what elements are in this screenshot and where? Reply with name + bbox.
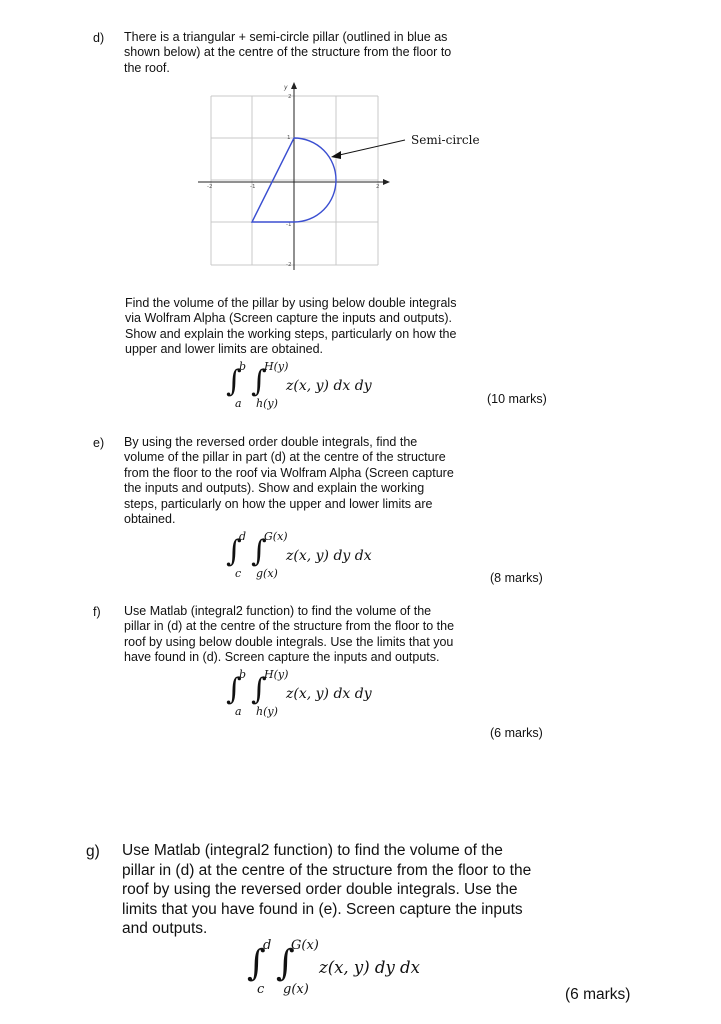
text-line: steps, particularly on how the upper and lower limits are: [124, 496, 433, 511]
text-line: By using the reversed order double integrals, find the: [124, 435, 418, 449]
double-integral-formula: [226, 668, 406, 718]
outer-lower-limit: c: [235, 567, 242, 580]
text-line: the inputs and outputs). Show and explain the working: [124, 481, 425, 496]
y-tick-label: 2: [288, 94, 292, 100]
x-axis-arrow: [383, 179, 390, 185]
inner-upper-limit: H(y): [264, 360, 289, 373]
outer-upper-limit: b: [239, 360, 247, 373]
outer-upper-limit: d: [263, 938, 272, 953]
integrand: z(x, y) dx dy: [286, 378, 372, 394]
integral-sign: ∫: [226, 534, 242, 569]
inner-lower-limit: h(y): [256, 397, 278, 410]
question-g-text: [122, 841, 562, 939]
y-tick-label: -1: [286, 222, 292, 228]
text-line: the roof.: [124, 60, 170, 75]
outer-lower-limit: a: [235, 705, 242, 718]
annotation-label: Semi-circle: [411, 133, 480, 147]
question-e-label: e): [93, 436, 105, 450]
outer-upper-limit: d: [239, 530, 247, 543]
marks-label: (6 marks): [565, 986, 631, 1003]
question-e-text: [124, 435, 504, 527]
text-line: via Wolfram Alpha (Screen capture the inputs and outputs).: [125, 311, 453, 326]
x-tick-label: -1: [250, 184, 256, 190]
marks-label: (8 marks): [490, 571, 543, 585]
text-line: There is a triangular + semi-circle pillar (outlined in blue as: [124, 30, 448, 44]
text-line: Use Matlab (integral2 function) to find the volume of the: [122, 842, 503, 859]
text-line: roof by using below double integrals. Use the limits that you: [124, 634, 454, 649]
text-line: pillar in (d) at the centre of the structure from the floor to the: [124, 619, 455, 634]
question-d-intro: [124, 30, 504, 76]
text-line: Find the volume of the pillar by using below double integrals: [125, 296, 457, 310]
annotation-leader-line: [335, 140, 405, 156]
integrand: z(x, y) dx dy: [286, 686, 372, 702]
inner-upper-limit: H(y): [264, 668, 289, 681]
integrand: z(x, y) dy dx: [286, 548, 372, 564]
double-integral-formula: [226, 360, 406, 410]
text-line: have found in (d). Screen capture the inputs and outputs.: [124, 650, 440, 665]
integral-sign: ∫: [247, 943, 266, 984]
marks-label: (6 marks): [490, 726, 543, 740]
text-line: and outputs.: [122, 920, 208, 937]
text-line: obtained.: [124, 512, 176, 527]
inner-lower-limit: g(x): [256, 567, 278, 580]
axes: [198, 84, 387, 270]
text-line: Use Matlab (integral2 function) to find the volume of the: [124, 604, 432, 618]
y-axis-arrow: [291, 82, 297, 89]
marks-label: (10 marks): [487, 392, 547, 406]
inner-lower-limit: g(x): [283, 982, 309, 997]
integral-sign: ∫: [251, 672, 267, 707]
inner-upper-limit: G(x): [291, 938, 319, 953]
double-integral-formula: [247, 938, 467, 998]
question-d-text: [125, 296, 515, 358]
y-axis-label: y: [284, 84, 288, 91]
integral-sign: ∫: [251, 534, 267, 569]
integral-sign: ∫: [226, 672, 242, 707]
text-line: limits that you have found in (e). Screen capture the inputs: [122, 900, 523, 918]
y-tick-label: 1: [287, 135, 291, 141]
pillar-figure: [195, 80, 495, 275]
x-tick-label: -2: [207, 184, 213, 190]
double-integral-formula: [226, 530, 406, 580]
question-f-text: [124, 604, 514, 666]
integrand: z(x, y) dy dx: [319, 958, 420, 977]
question-d-label: d): [93, 31, 105, 45]
text-line: pillar in (d) at the centre of the structure from the floor to the: [122, 861, 532, 879]
outer-lower-limit: c: [257, 982, 265, 997]
inner-upper-limit: G(x): [264, 530, 288, 543]
text-line: upper and lower limits are obtained.: [125, 342, 324, 357]
question-g-label: g): [86, 843, 100, 860]
inner-lower-limit: h(y): [256, 705, 278, 718]
text-line: volume of the pillar in part (d) at the centre of the structure: [124, 450, 446, 465]
integral-sign: ∫: [251, 364, 267, 399]
y-tick-label: -2: [286, 262, 292, 268]
outer-upper-limit: b: [239, 668, 247, 681]
x-tick-label: 2: [376, 184, 380, 190]
text-line: from the floor to the roof via Wolfram Alpha (Screen capture: [124, 465, 454, 480]
outer-lower-limit: a: [235, 397, 242, 410]
integral-sign: ∫: [276, 943, 295, 984]
question-f-label: f): [93, 605, 101, 619]
integral-sign: ∫: [226, 364, 242, 399]
text-line: Show and explain the working steps, particularly on how the: [125, 326, 457, 341]
text-line: roof by using the reversed order double integrals. Use the: [122, 881, 518, 898]
text-line: shown below) at the centre of the structure from the floor to: [124, 45, 452, 60]
